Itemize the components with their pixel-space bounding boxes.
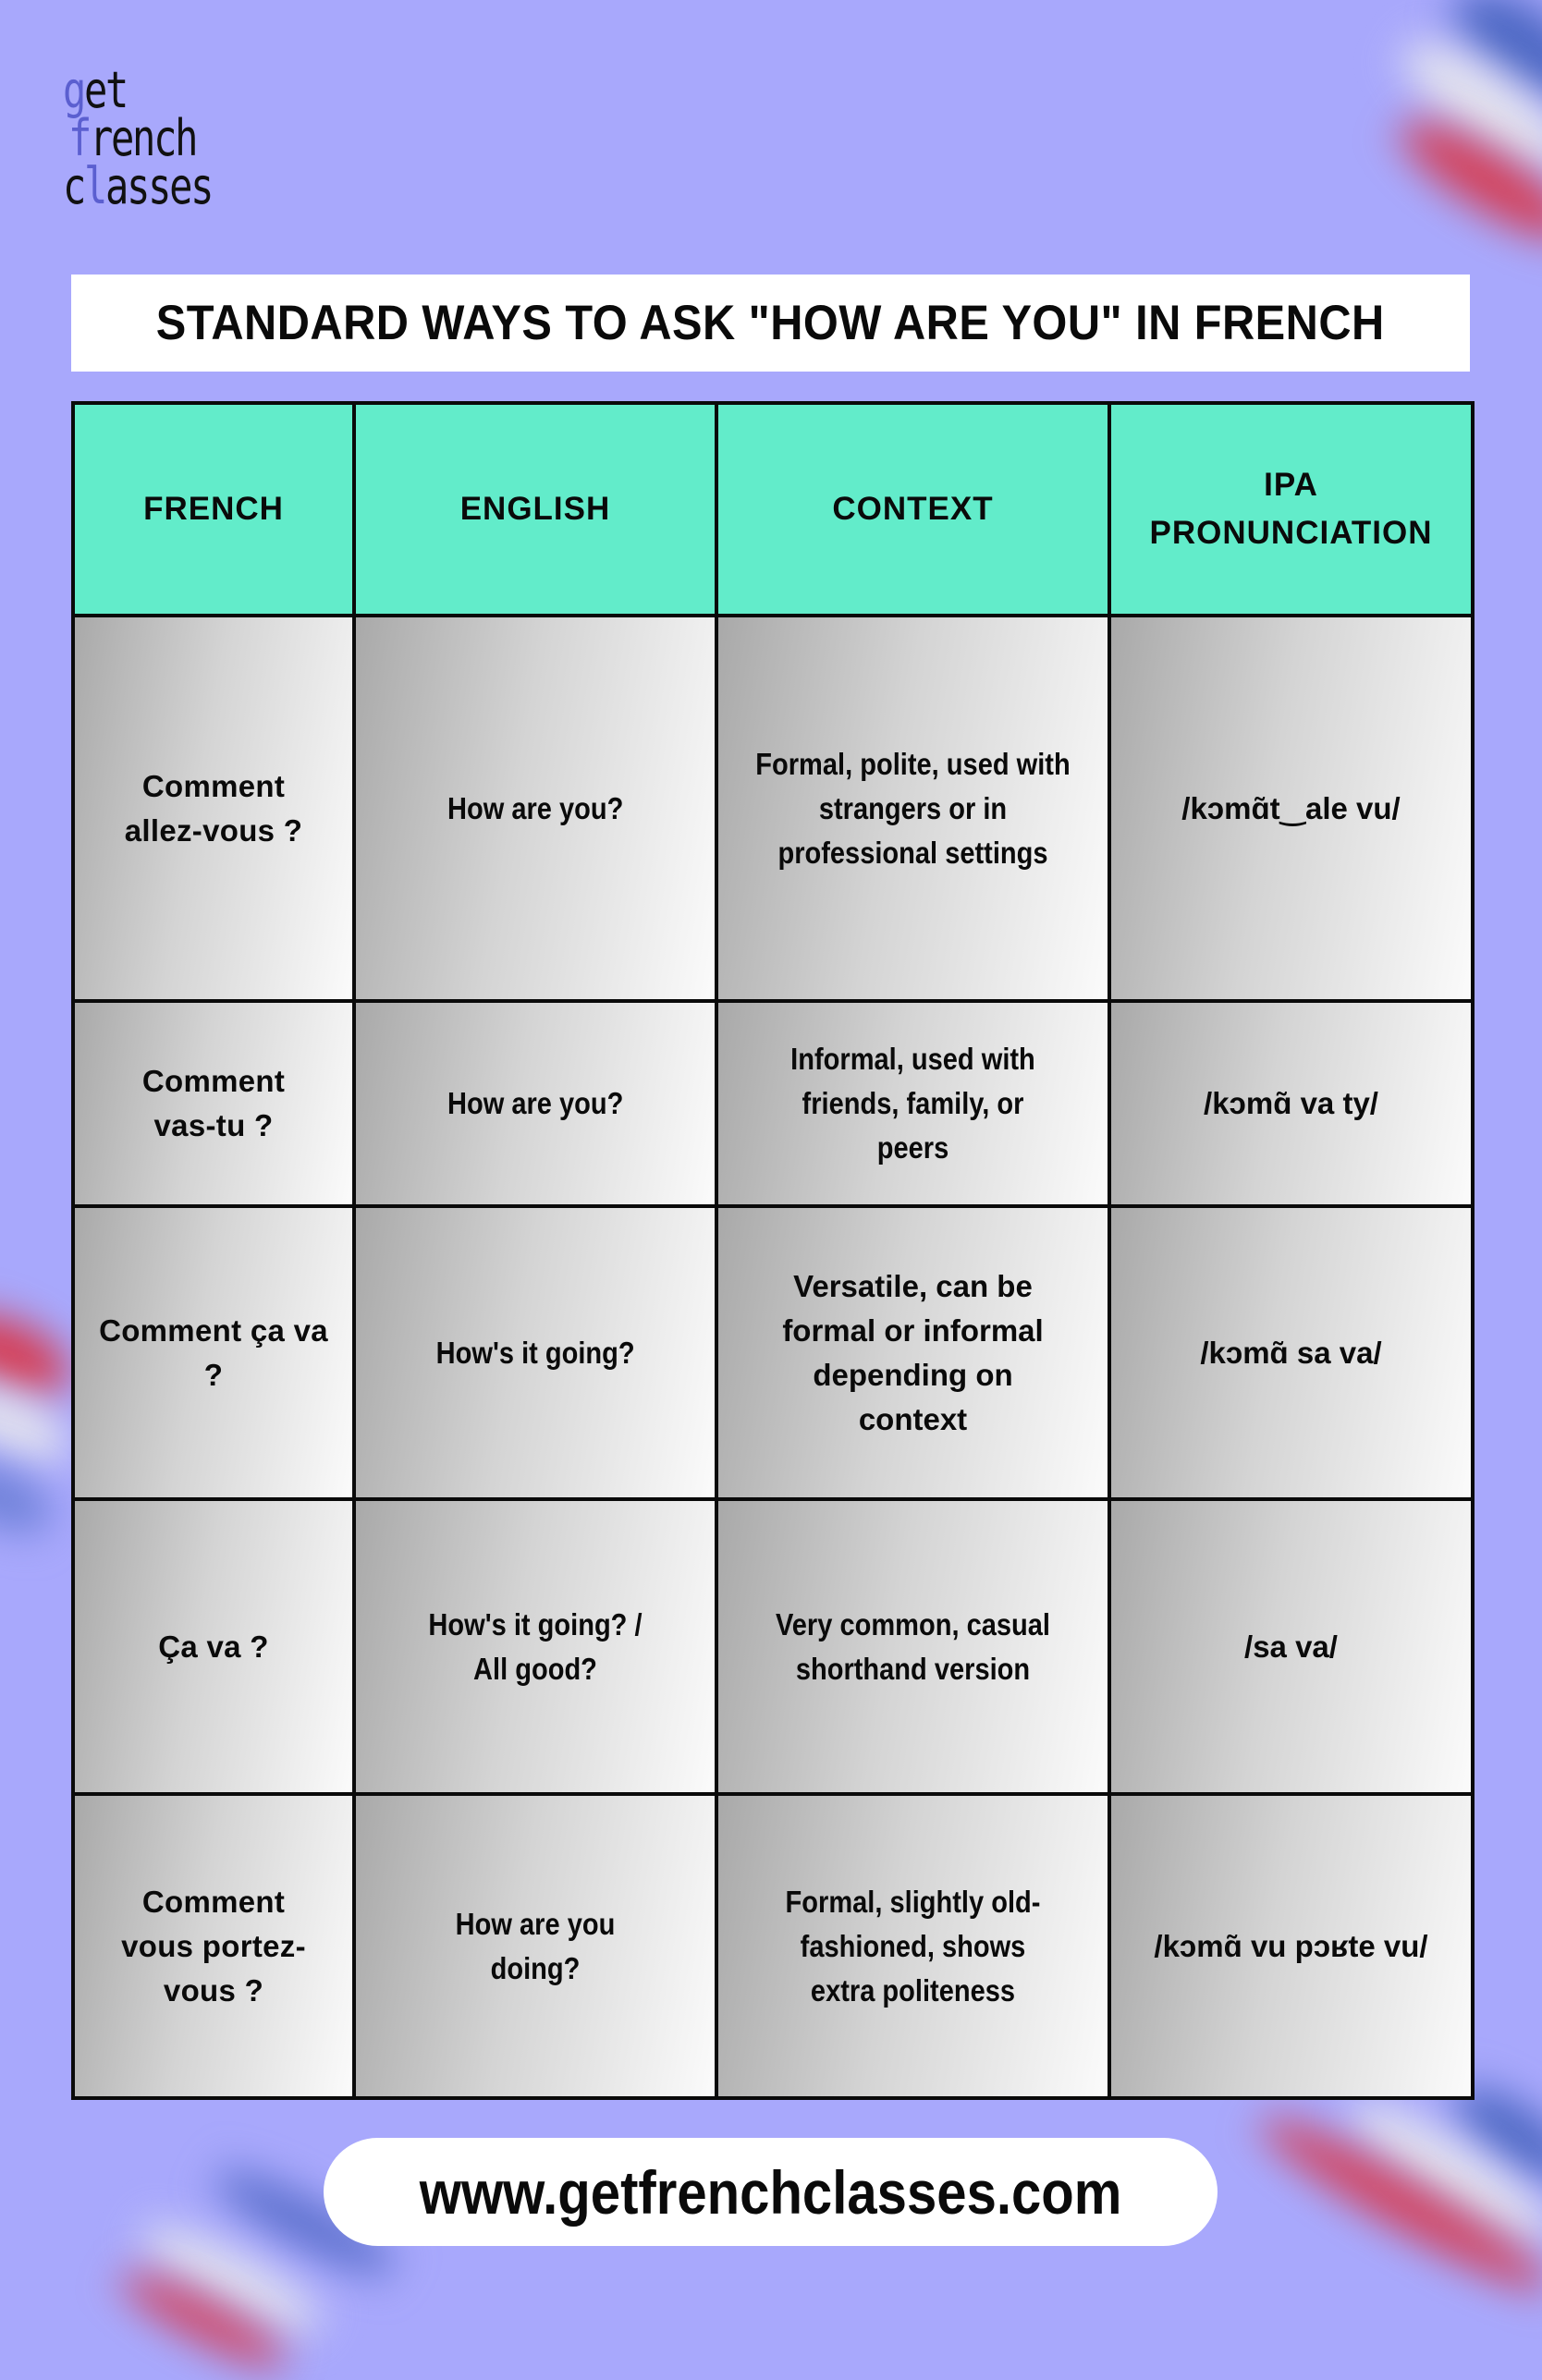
cell-english-text: How's it going? <box>435 1335 635 1370</box>
cell-english-text: How are you? <box>447 1086 624 1120</box>
cell-french: Comment allez-vous ? <box>73 616 354 1001</box>
column-header-english: ENGLISH <box>354 403 716 616</box>
cell-english <box>354 1794 716 2098</box>
logo-line-french: french <box>68 109 197 167</box>
flag-streak-red-left <box>0 1298 81 1411</box>
logo-line-get: get <box>63 61 128 119</box>
cell-context: Versatile, can be formal or informal depending on context <box>716 1206 1109 1499</box>
cell-french: Comment ça va ? <box>73 1206 354 1499</box>
table-row <box>73 1001 1473 1206</box>
cell-context-text: Very common, casual shorthand version <box>776 1606 1050 1686</box>
flag-streak-white-left <box>0 1371 80 1476</box>
cell-context-text: Formal, polite, used with strangers or in professional settings <box>755 746 1071 870</box>
cell-context <box>716 1499 1109 1794</box>
cell-english <box>354 616 716 1001</box>
table-row <box>73 1499 1473 1794</box>
title-banner <box>71 275 1470 372</box>
column-header-context: CONTEXT <box>716 403 1109 616</box>
cell-context <box>716 616 1109 1001</box>
page-title: STANDARD WAYS TO ASK "HOW ARE YOU" IN FRENCH <box>156 296 1385 350</box>
cell-ipa: /kɔmɑ̃t‿ale vu/ <box>1109 616 1473 1001</box>
cell-context <box>716 1794 1109 2098</box>
cell-english-text: How are you? <box>447 790 624 825</box>
cell-ipa: /sa va/ <box>1109 1499 1473 1794</box>
table-row <box>73 616 1473 1001</box>
flag-streak-blue-left <box>0 1448 62 1545</box>
cell-context-text: Informal, used with friends, family, or peers <box>790 1042 1035 1165</box>
logo-line-classes: classes <box>63 157 213 215</box>
cell-ipa: /kɔmɑ̃ sa va/ <box>1109 1206 1473 1499</box>
cell-ipa: /kɔmɑ̃ va ty/ <box>1109 1001 1473 1206</box>
flag-streak-white-bottom-right <box>1336 2083 1542 2261</box>
cell-french: Ça va ? <box>73 1499 354 1794</box>
flag-streak-red-bottom-right <box>1250 2101 1542 2307</box>
website-url-pill[interactable] <box>324 2138 1218 2246</box>
table-row <box>73 1794 1473 2098</box>
flag-streak-red-bottom-left <box>113 2260 293 2379</box>
cell-french: Comment vas-tu ? <box>73 1001 354 1206</box>
cell-english-text: How's it going? / All good? <box>428 1606 642 1686</box>
cell-english <box>354 1499 716 1794</box>
table-row <box>73 1206 1473 1499</box>
table-header-row <box>73 403 1473 616</box>
cell-ipa: /kɔmɑ̃ vu pɔʁte vu/ <box>1109 1794 1473 2098</box>
cell-english <box>354 1206 716 1499</box>
flag-streak-white-bottom-left <box>130 2210 332 2346</box>
flag-streak-blue-top-right <box>1436 0 1542 124</box>
phrases-table <box>71 401 1475 2100</box>
brand-logo <box>63 61 229 215</box>
cell-english-text: How are you doing? <box>455 1906 616 1985</box>
flag-streak-red-top-right <box>1388 103 1542 257</box>
column-header-ipa: IPA PRONUNCIATION <box>1109 403 1473 616</box>
website-url[interactable]: www.getfrenchclasses.com <box>419 2157 1122 2227</box>
flag-streak-white-top-right <box>1387 21 1542 191</box>
column-header-french: FRENCH <box>73 403 354 616</box>
cell-context <box>716 1001 1109 1206</box>
cell-french: Comment vous portez-vous ? <box>73 1794 354 2098</box>
cell-context-text: Formal, slightly old-fashioned, shows extra politeness <box>785 1884 1041 2008</box>
cell-english <box>354 1001 716 1206</box>
